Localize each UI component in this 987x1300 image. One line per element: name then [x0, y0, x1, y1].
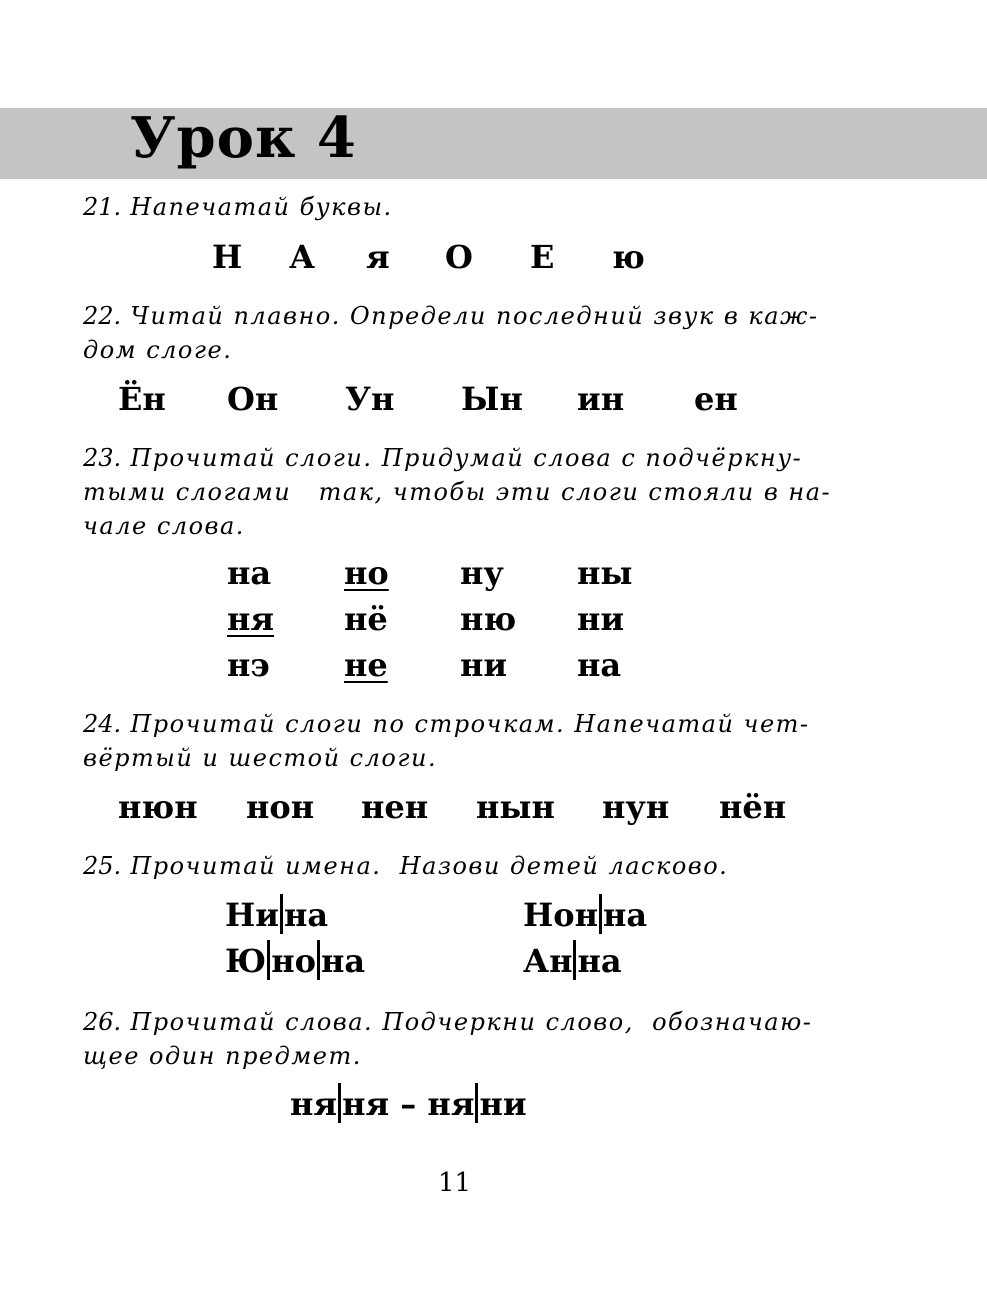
dash: –	[400, 1085, 417, 1123]
name-word: Ю но на	[225, 942, 366, 980]
task-24-instruction: 24. Прочитай слоги по строчкам. Напечатай чет-	[83, 710, 810, 738]
syllable-grid-cell: на	[227, 554, 272, 592]
task-26-instruction-line: щее один предмет.	[83, 1042, 362, 1070]
task-25-instruction: 25. Прочитай имена. Назови детей ласково.	[83, 852, 729, 880]
syllable-item: Он	[227, 380, 279, 418]
syllable-item: нюн	[118, 788, 198, 826]
underlined-syllable: не	[344, 646, 388, 684]
letter-item: ю	[612, 238, 645, 276]
syllable-grid-cell: нё	[344, 600, 388, 638]
syllable-grid-cell: ни	[577, 600, 625, 638]
syllable-item: ен	[694, 380, 738, 418]
syllable-item: нён	[719, 788, 787, 826]
task-22-instruction-line: дом слоге.	[83, 336, 233, 364]
syllable-item: ин	[577, 380, 625, 418]
name-word: Ан на	[523, 942, 622, 980]
word-pair: ня ня – ня ни	[290, 1085, 527, 1123]
syllable-grid-cell: ни	[460, 646, 508, 684]
task-23-instruction-line: тыми слогами так, чтобы эти слоги стояли в на-	[83, 478, 832, 506]
syllable-divider	[317, 940, 320, 980]
task-21-instruction: 21. Напечатай буквы.	[83, 193, 393, 221]
syllable-item: нен	[361, 788, 429, 826]
name-word: Нон на	[523, 896, 648, 934]
task-22-instruction: 22. Читай плавно. Определи последний звук в каж-	[83, 302, 819, 330]
syllable-divider	[338, 1083, 341, 1123]
page-number: 11	[438, 1168, 472, 1198]
syllable-grid-cell: ню	[460, 600, 517, 638]
letter-item: Н	[212, 238, 243, 276]
syllable-item: Ён	[118, 380, 166, 418]
name-word: Ни на	[225, 896, 329, 934]
syllable-grid-cell: ны	[577, 554, 633, 592]
task-23-instruction-line: чале слова.	[83, 512, 245, 540]
syllable-item: нын	[476, 788, 555, 826]
letter-item: я	[366, 238, 390, 276]
syllable-item: нон	[246, 788, 315, 826]
letter-item: О	[445, 238, 473, 276]
syllable-grid-cell: ну	[460, 554, 504, 592]
syllable-divider	[280, 894, 283, 934]
syllable-grid-cell: нэ	[227, 646, 270, 684]
syllable-item: Ын	[461, 380, 523, 418]
syllable-divider	[267, 940, 270, 980]
task-26-instruction: 26. Прочитай слова. Подчеркни слово, обозначаю-	[83, 1008, 813, 1036]
underlined-syllable: ня	[227, 600, 275, 638]
letter-item: А	[289, 238, 316, 276]
syllable-item: Ун	[345, 380, 395, 418]
task-24-instruction-line: вёртый и шестой слоги.	[83, 744, 438, 772]
syllable-item: нун	[602, 788, 670, 826]
syllable-grid-cell: на	[577, 646, 622, 684]
syllable-divider	[599, 894, 602, 934]
letter-item: Е	[530, 238, 555, 276]
lesson-title: Урок 4	[130, 105, 357, 171]
task-23-instruction: 23. Прочитай слоги. Придумай слова с подчёркну-	[83, 444, 803, 472]
underlined-syllable: но	[344, 554, 389, 592]
